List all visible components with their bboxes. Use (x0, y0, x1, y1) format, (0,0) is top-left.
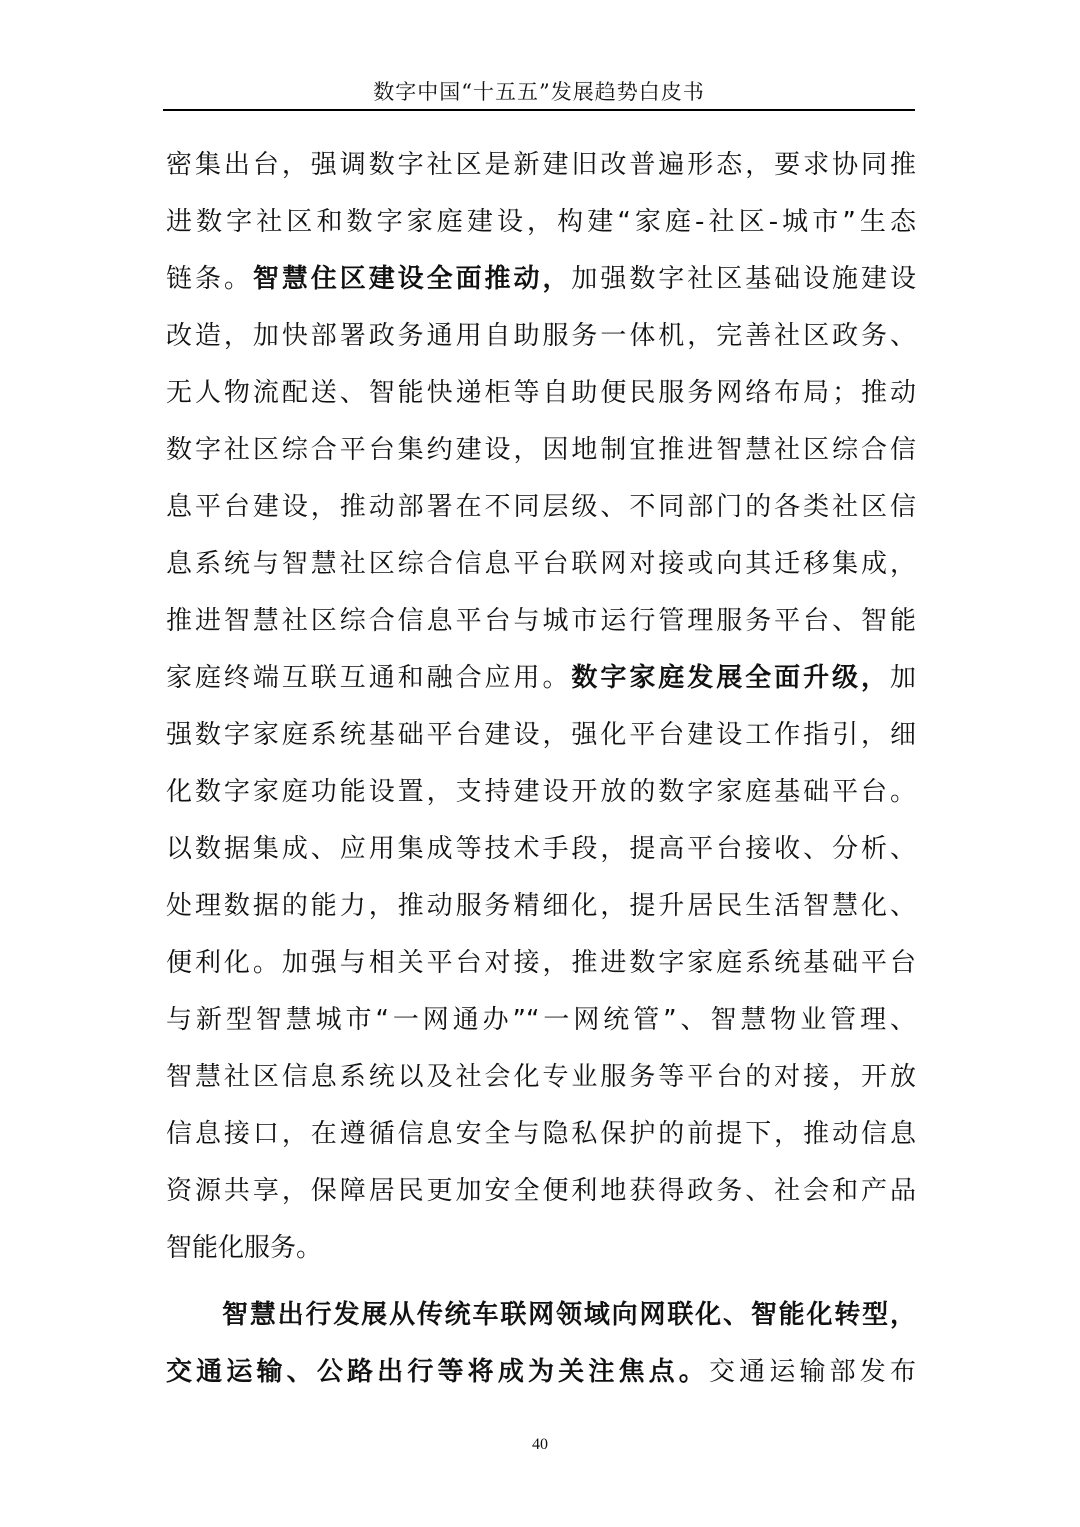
text-line (166, 308, 916, 365)
paragraph-community-home (166, 137, 916, 1277)
bold-heading-text: 智慧住区建设全面推动， (252, 264, 572, 294)
text-line (166, 194, 916, 251)
text-line (166, 536, 916, 593)
text-line (166, 422, 916, 479)
body-text-segment: 无人物流配送、智能快递柜等自助便民服务网络布局；推动 (166, 378, 916, 408)
page-number: 40 (532, 1436, 548, 1453)
text-line (166, 365, 916, 422)
text-line (166, 1344, 916, 1401)
body-text-segment: 强数字家庭系统基础平台建设，强化平台建设工作指引，细 (166, 720, 916, 750)
text-line (166, 764, 916, 821)
body-text-segment: 息平台建设，推动部署在不同层级、不同部门的各类社区信 (166, 492, 916, 522)
text-line (166, 650, 916, 707)
bold-heading-text: 交通运输、公路出行等将成为关注焦点。 (166, 1357, 709, 1387)
body-text-segment: 化数字家庭功能设置，支持建设开放的数字家庭基础平台。 (166, 777, 916, 807)
text-line (166, 1106, 916, 1163)
body-text-segment: 进数字社区和数字家庭建设，构建“家庭-社区-城市”生态 (166, 207, 916, 237)
body-text-segment: 资源共享，保障居民更加安全便利地获得政务、社会和产品 (166, 1176, 916, 1206)
paragraph-gap (166, 1277, 916, 1287)
body-text-segment: 处理数据的能力，推动服务精细化，提升居民生活智慧化、 (166, 891, 916, 921)
text-line (166, 251, 916, 308)
bold-heading-text: 数字家庭发展全面升级， (571, 663, 890, 693)
body-text-segment: 家庭终端互联互通和融合应用。 (166, 663, 572, 693)
body-text-segment: 改造，加快部署政务通用自助服务一体机，完善社区政务、 (166, 321, 916, 351)
text-line (166, 1163, 916, 1220)
body-text-segment: 以数据集成、应用集成等技术手段，提高平台接收、分析、 (166, 834, 916, 864)
text-line (166, 992, 916, 1049)
body-text-segment: 密集出台，强调数字社区是新建旧改普遍形态，要求协同推 (166, 150, 916, 180)
text-line (166, 935, 916, 992)
paragraph-smart-mobility (166, 1287, 916, 1401)
body-text-segment: 便利化。加强与相关平台对接，推进数字家庭系统基础平台 (166, 948, 916, 978)
body-text-segment: 与新型智慧城市“一网通办”“一网统管”、智慧物业管理、 (166, 1005, 916, 1035)
body-text-segment: 交通运输部发布 (708, 1357, 916, 1387)
text-line (166, 878, 916, 935)
body-text-segment: 智能化服务。 (166, 1233, 323, 1263)
text-line (166, 1049, 916, 1106)
text-line (166, 707, 916, 764)
body-text-segment: 数字社区综合平台集约建设，因地制宜推进智慧社区综合信 (166, 435, 916, 465)
body-text-segment: 加 (889, 663, 916, 693)
text-line (166, 821, 916, 878)
body-text-segment: 信息接口，在遵循信息安全与隐私保护的前提下，推动信息 (166, 1119, 916, 1149)
body-text-segment: 推进智慧社区综合信息平台与城市运行管理服务平台、智能 (166, 606, 916, 636)
body-text (166, 137, 916, 1401)
text-line (166, 137, 916, 194)
header-rule (163, 109, 915, 111)
body-text-segment: 息系统与智慧社区综合信息平台联网对接或向其迁移集成， (166, 549, 916, 579)
running-header: 数字中国“十五五”发展趋势白皮书 (373, 80, 705, 104)
text-line (166, 593, 916, 650)
body-text-segment: 加强数字社区基础设施建设 (571, 264, 916, 294)
text-line (166, 1287, 916, 1344)
body-text-segment: 智慧社区信息系统以及社会化专业服务等平台的对接，开放 (166, 1062, 916, 1092)
body-text-segment: 链条。 (166, 264, 253, 294)
text-line (166, 1220, 916, 1277)
bold-heading-text: 智慧出行发展从传统车联网领域向网联化、智能化转型， (222, 1300, 916, 1330)
text-line (166, 479, 916, 536)
